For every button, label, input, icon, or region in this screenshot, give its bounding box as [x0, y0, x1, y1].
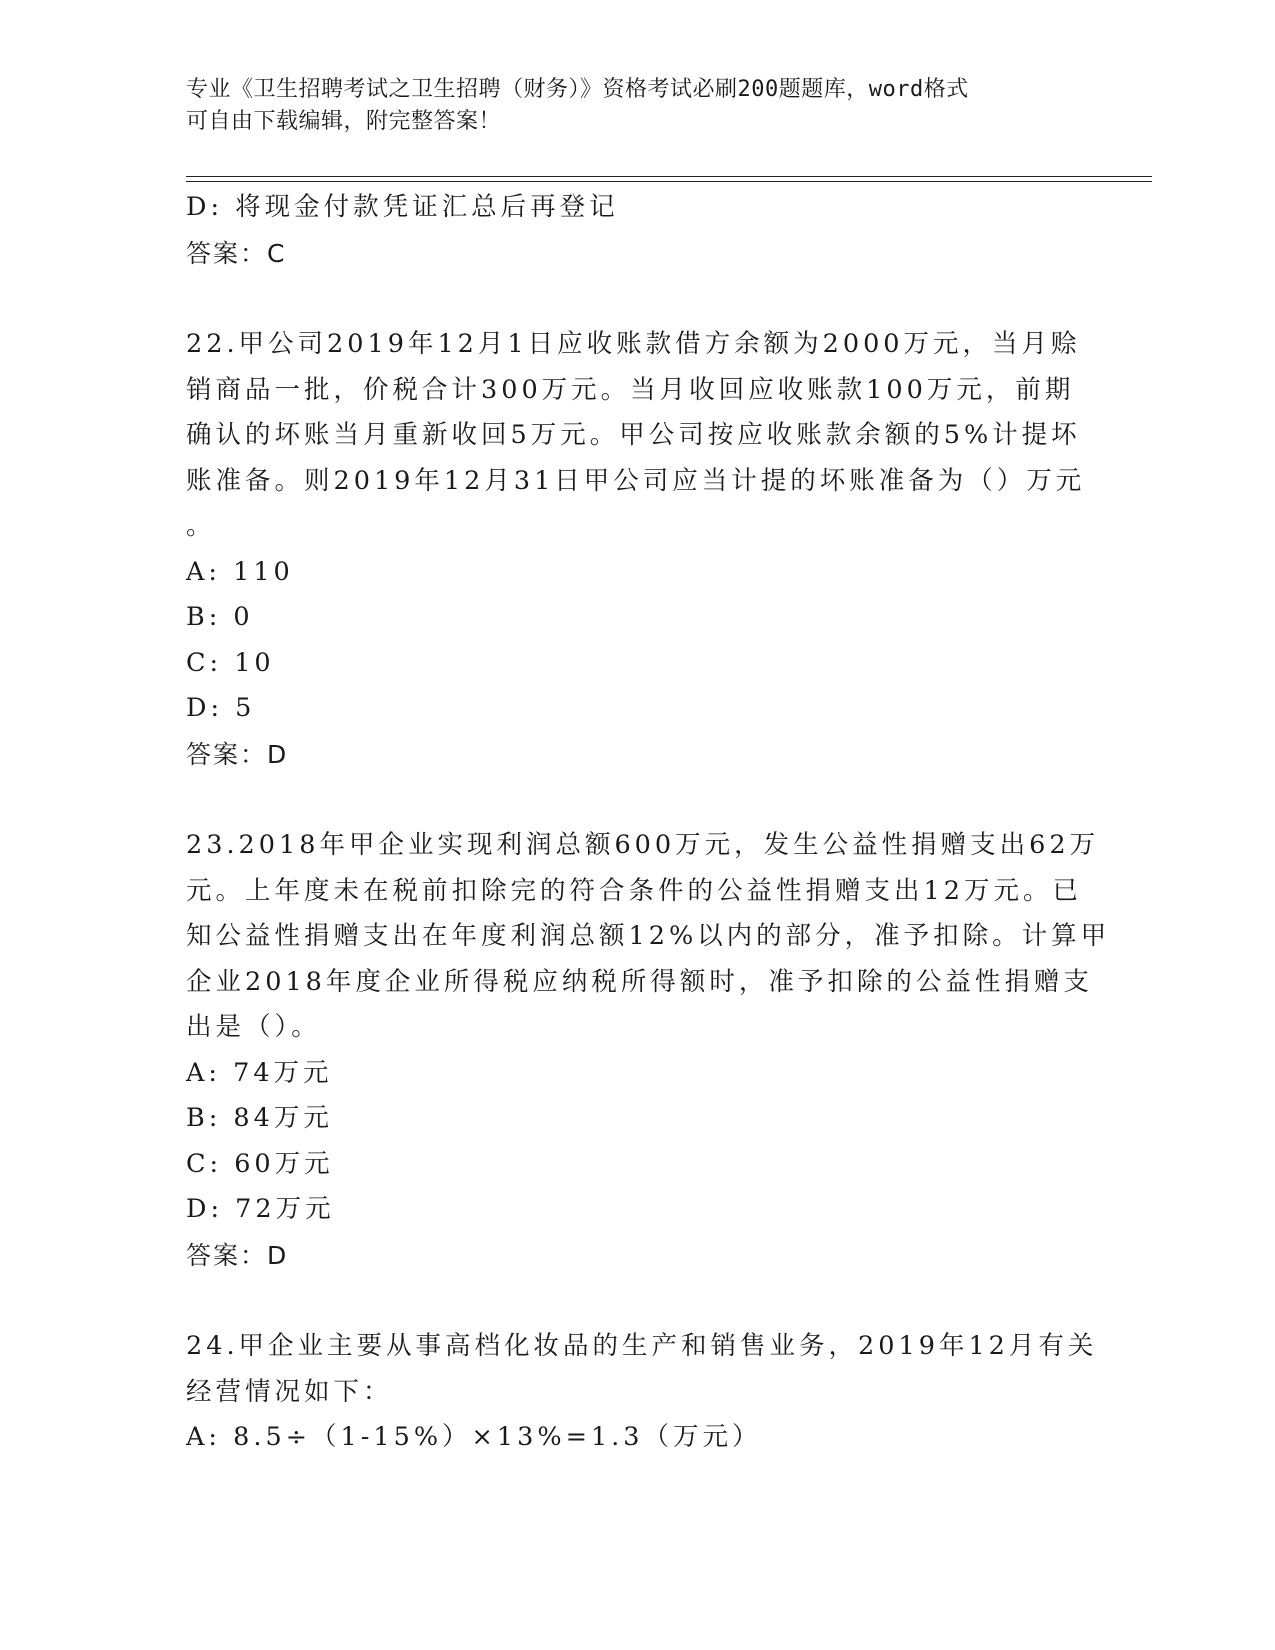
question-22-answer: 答案：D: [186, 739, 289, 769]
question-23-option-c: C: 60万元: [186, 1148, 334, 1179]
question-22: [186, 322, 1086, 777]
question-24-line-1: 24.甲企业主要从事高档化妆品的生产和销售业务，2019年12月有关: [186, 1331, 1098, 1361]
question-23-option-b: B: 84万元: [186, 1103, 333, 1133]
question-22-line-3: 确认的坏账当月重新收回5万元。甲公司按应收账款余额的5%计提坏: [186, 420, 1081, 450]
question-23-line-1: 23.2018年甲企业实现利润总额600万元，发生公益性捐赠支出62万: [186, 830, 1100, 860]
question-22-option-d: D: 5: [186, 693, 256, 723]
question-23-line-2: 元。上年度未在税前扣除完的符合条件的公益性捐赠支出12万元。已: [186, 875, 1082, 906]
question-23-option-d: D: 72万元: [186, 1194, 335, 1224]
question-22-line-1: 22.甲公司2019年12月1日应收账款借方余额为2000万元，当月赊: [186, 329, 1081, 359]
header-divider-bottom: [186, 181, 1152, 182]
question-23-line-3: 知公益性捐赠支出在年度利润总额12%以内的部分，准予扣除。计算甲: [186, 921, 1111, 951]
document-header: [186, 74, 1066, 138]
question-24-option-a: A: 8.5÷（1-15%）×13%=1.3（万元）: [186, 1422, 762, 1452]
question-22-line-5: 。: [186, 511, 216, 541]
question-23-option-a: A: 74万元: [186, 1057, 333, 1088]
question-24: [186, 1324, 1098, 1461]
prev-answer: 答案：C: [186, 238, 287, 268]
question-23-line-4: 企业2018年度企业所得税应纳税所得额时，准予扣除的公益性捐赠支: [186, 966, 1093, 997]
question-22-line-2: 销商品一批，价税合计300万元。当月收回应收账款100万元，前期: [186, 374, 1075, 405]
question-22-line-4: 账准备。则2019年12月31日甲公司应当计提的坏账准备为（）万元: [186, 465, 1086, 496]
question-24-line-2: 经营情况如下：: [186, 1376, 393, 1407]
question-content: [186, 185, 1111, 1461]
question-23: [186, 823, 1111, 1278]
question-22-option-c: C: 10: [186, 647, 275, 678]
header-line-2: 可自由下载编辑，附完整答案！: [186, 109, 502, 134]
header-line-1: 专业《卫生招聘考试之卫生招聘（财务）》资格考试必刷200题题库，word格式: [186, 77, 969, 102]
question-22-option-a: A: 110: [186, 556, 294, 587]
question-22-option-b: B: 0: [186, 602, 254, 632]
question-23-answer: 答案：D: [186, 1240, 289, 1270]
question-23-line-5: 出是（）。: [186, 1012, 321, 1042]
prev-option-d: D: 将现金付款凭证汇总后再登记: [186, 192, 619, 222]
header-divider-top: [186, 176, 1152, 177]
